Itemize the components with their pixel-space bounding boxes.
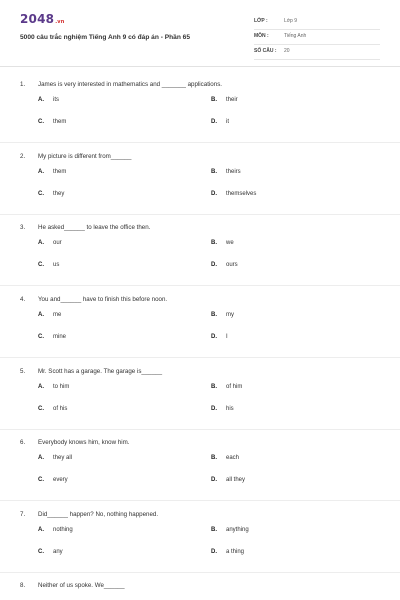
question-divider <box>0 572 400 573</box>
option-c[interactable] <box>38 549 63 555</box>
meta-value: Tiếng Anh <box>284 33 307 39</box>
option-text: its <box>53 97 59 103</box>
question-text: You and______ have to finish this before noon. <box>38 296 168 303</box>
option-text: anything <box>226 527 249 533</box>
question-number: 8. <box>20 582 26 589</box>
option-letter: A. <box>38 527 44 533</box>
question-divider <box>0 500 400 501</box>
option-text: themselves <box>226 191 257 197</box>
meta-value: 20 <box>284 48 290 54</box>
option-d[interactable] <box>211 191 256 197</box>
option-text: every <box>53 477 68 483</box>
option-letter: A. <box>38 240 44 246</box>
option-letter: A. <box>38 97 44 103</box>
option-text: a thing <box>226 549 245 555</box>
option-c[interactable] <box>38 262 59 268</box>
meta-key: SỐ CÂU : <box>254 48 277 54</box>
question-divider <box>0 142 400 143</box>
option-text: we <box>226 240 234 246</box>
option-a[interactable] <box>38 455 72 461</box>
question-stem <box>20 296 380 305</box>
meta-key: MÔN : <box>254 33 269 39</box>
document-title: 5000 câu trắc nghiệm Tiếng Anh 9 có đáp án - Phần 65 <box>20 34 191 41</box>
option-letter: C. <box>38 119 44 125</box>
options-row <box>20 399 380 421</box>
option-text: us <box>53 262 60 268</box>
meta-row-subject <box>254 30 380 45</box>
question-4 <box>20 296 380 349</box>
option-text: they all <box>53 455 73 461</box>
option-letter: D. <box>211 406 217 412</box>
option-letter: B. <box>211 169 217 175</box>
question-number: 7. <box>20 511 26 518</box>
question-text: Neither of us spoke. We______ <box>38 582 125 589</box>
option-text: mine <box>53 334 67 340</box>
option-letter: D. <box>211 549 217 555</box>
option-d[interactable] <box>211 334 228 340</box>
option-text: his <box>226 406 234 412</box>
question-stem <box>20 511 380 520</box>
option-b[interactable] <box>211 97 238 103</box>
option-b[interactable] <box>211 169 241 175</box>
question-stem <box>20 368 380 377</box>
question-text: Mr. Scott has a garage. The garage is______ <box>38 368 163 375</box>
logo-suffix: .vn <box>55 19 65 25</box>
options-row <box>20 542 380 564</box>
options-row <box>20 233 380 255</box>
question-3 <box>20 224 380 277</box>
option-letter: B. <box>211 312 217 318</box>
option-a[interactable] <box>38 384 69 390</box>
question-2 <box>20 153 380 206</box>
option-c[interactable] <box>38 406 67 412</box>
options-row <box>20 162 380 184</box>
option-text: it <box>226 119 229 125</box>
options-row <box>20 520 380 542</box>
options-row <box>20 255 380 277</box>
option-letter: C. <box>38 406 44 412</box>
option-b[interactable] <box>211 384 242 390</box>
question-stem <box>20 153 380 162</box>
question-number: 6. <box>20 439 26 446</box>
question-text: He asked______ to leave the office then. <box>38 224 151 231</box>
option-text: of him <box>226 384 243 390</box>
options-row <box>20 377 380 399</box>
option-d[interactable] <box>211 549 244 555</box>
option-text: our <box>53 240 62 246</box>
option-c[interactable] <box>38 477 68 483</box>
option-letter: C. <box>38 477 44 483</box>
question-divider <box>0 357 400 358</box>
option-text: ours <box>226 262 238 268</box>
question-text: Did______ happen? No, nothing happened. <box>38 511 159 518</box>
option-b[interactable] <box>211 455 239 461</box>
option-letter: C. <box>38 262 44 268</box>
meta-row-class <box>254 15 380 30</box>
options-row <box>20 184 380 206</box>
question-divider <box>0 214 400 215</box>
question-stem <box>20 439 380 448</box>
option-d[interactable] <box>211 119 229 125</box>
option-a[interactable] <box>38 240 62 246</box>
option-d[interactable] <box>211 477 245 483</box>
site-logo[interactable] <box>20 12 65 26</box>
option-letter: D. <box>211 119 217 125</box>
option-letter: B. <box>211 527 217 533</box>
option-letter: B. <box>211 240 217 246</box>
question-text: James is very interested in mathematics and _______ applications. <box>38 81 223 88</box>
option-c[interactable] <box>38 334 66 340</box>
option-letter: C. <box>38 334 44 340</box>
option-letter: B. <box>211 455 217 461</box>
option-letter: A. <box>38 384 44 390</box>
question-number: 4. <box>20 296 26 303</box>
option-a[interactable] <box>38 527 73 533</box>
header-divider <box>0 66 400 67</box>
question-number: 5. <box>20 368 26 375</box>
meta-row-count <box>254 45 380 60</box>
option-letter: C. <box>38 549 44 555</box>
option-letter: A. <box>38 455 44 461</box>
question-text: Everybody knows him, know him. <box>38 439 130 446</box>
question-divider <box>0 285 400 286</box>
logo-text: 2048 <box>20 12 55 26</box>
option-d[interactable] <box>211 406 234 412</box>
option-letter: B. <box>211 384 217 390</box>
option-a[interactable] <box>38 169 66 175</box>
option-letter: D. <box>211 262 217 268</box>
option-text: they <box>53 191 65 197</box>
option-letter: D. <box>211 477 217 483</box>
options-row <box>20 305 380 327</box>
option-letter: A. <box>38 312 44 318</box>
question-1 <box>20 81 380 134</box>
option-letter: D. <box>211 191 217 197</box>
option-b[interactable] <box>211 240 234 246</box>
question-divider <box>0 429 400 430</box>
question-6 <box>20 439 380 492</box>
option-b[interactable] <box>211 312 234 318</box>
option-c[interactable] <box>38 119 66 125</box>
options-row <box>20 112 380 134</box>
option-letter: B. <box>211 97 217 103</box>
option-text: of his <box>53 406 68 412</box>
question-number: 2. <box>20 153 26 160</box>
option-c[interactable] <box>38 191 64 197</box>
option-letter: D. <box>211 334 217 340</box>
option-text: to him <box>53 384 70 390</box>
option-text: nothing <box>53 527 73 533</box>
question-stem <box>20 224 380 233</box>
question-stem <box>20 81 380 90</box>
meta-key: LỚP : <box>254 18 268 24</box>
document-header <box>0 0 400 66</box>
question-stem <box>20 582 380 591</box>
question-number: 1. <box>20 81 26 88</box>
question-5 <box>20 368 380 421</box>
question-8 <box>20 582 380 591</box>
option-text: any <box>53 549 63 555</box>
option-d[interactable] <box>211 262 238 268</box>
option-text: each <box>226 455 240 461</box>
option-text: my <box>226 312 234 318</box>
option-text: all they <box>226 477 246 483</box>
options-row <box>20 90 380 112</box>
option-a[interactable] <box>38 97 59 103</box>
options-row <box>20 327 380 349</box>
option-b[interactable] <box>211 527 249 533</box>
options-row <box>20 448 380 470</box>
option-a[interactable] <box>38 312 61 318</box>
document-meta <box>254 15 380 60</box>
option-text: me <box>53 312 62 318</box>
option-letter: A. <box>38 169 44 175</box>
options-row <box>20 470 380 492</box>
question-7 <box>20 511 380 564</box>
question-text: My picture is different from______ <box>38 153 132 160</box>
option-letter: C. <box>38 191 44 197</box>
meta-value: Lớp 9 <box>284 18 298 24</box>
option-text: them <box>53 169 67 175</box>
question-number: 3. <box>20 224 26 231</box>
option-text: their <box>226 97 238 103</box>
option-text: I <box>226 334 228 340</box>
option-text: them <box>53 119 67 125</box>
option-text: theirs <box>226 169 241 175</box>
